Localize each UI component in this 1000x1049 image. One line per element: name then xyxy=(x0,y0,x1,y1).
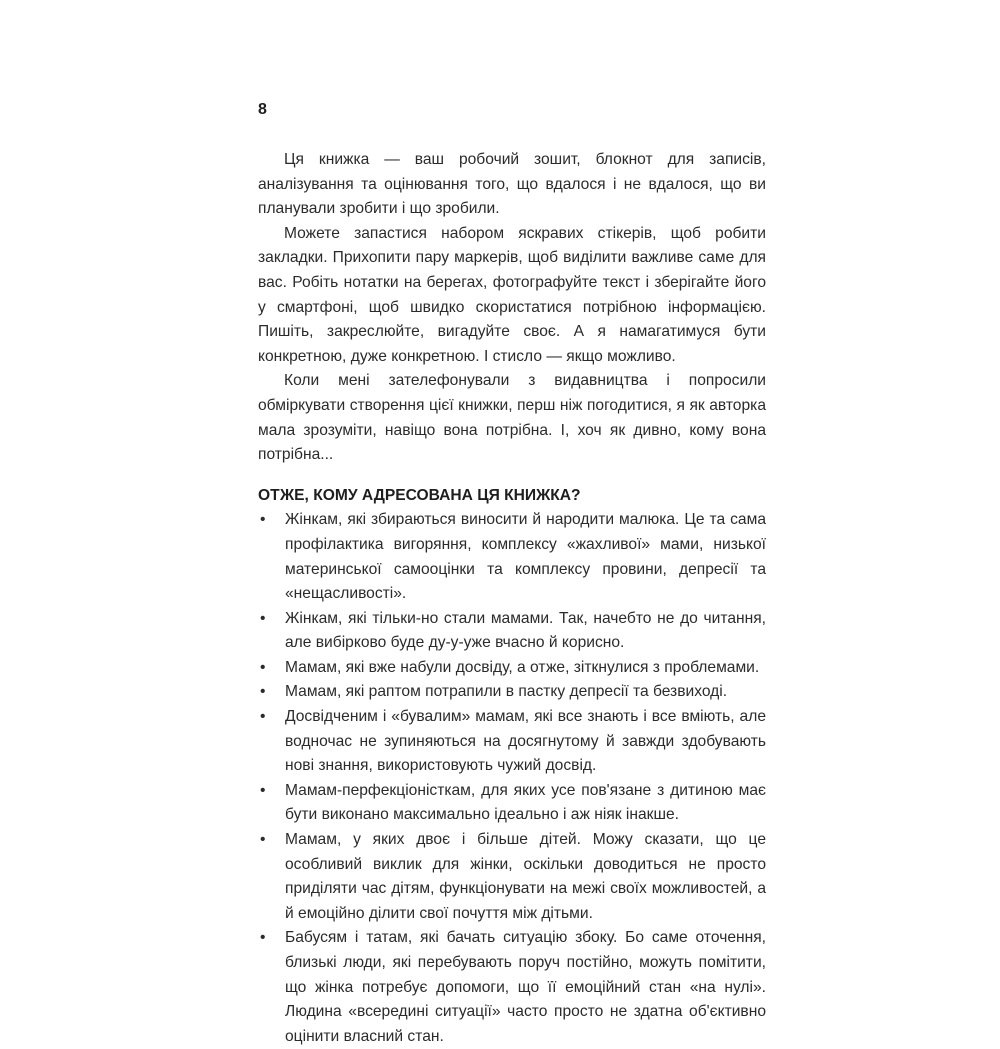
bullet-icon: • xyxy=(260,781,266,799)
book-page xyxy=(258,100,766,1049)
bullet-icon: • xyxy=(260,658,266,676)
list-item xyxy=(258,656,766,681)
list-item xyxy=(258,779,766,828)
bullet-icon: • xyxy=(260,609,266,627)
list-item xyxy=(258,607,766,656)
audience-list xyxy=(258,508,766,1049)
list-item xyxy=(258,705,766,779)
list-item-text: Бабусям і татам, які бачать ситуацію збоку. Бо саме оточення, близькі люди, які перебувають поруч постійно, можуть помітити, що жінка потребує допомоги, що її емоційний стан «на нулі». Людина «всередині ситуації» часто просто не здатна об'єктивно оцінити власний стан. xyxy=(285,929,766,1045)
bullet-icon: • xyxy=(260,683,266,701)
bullet-icon: • xyxy=(260,511,266,529)
section-heading: ОТЖЕ, КОМУ АДРЕСОВАНА ЦЯ КНИЖКА? xyxy=(258,486,581,504)
list-item xyxy=(258,508,766,606)
bullet-icon: • xyxy=(260,708,266,726)
list-item xyxy=(258,680,766,705)
list-item xyxy=(258,828,766,926)
paragraph-stickers: Можете запастися набором яскравих стікерів, щоб робити закладки. Прихопити пару маркерів, щоб виділити важливе саме для вас. Робіть нотатки на берегах, фотографуйте текст і зберігайте його у смартфоні, щоб швидко скористатися потрібною інформацією. Пишіть, закреслюйте, вигадуйте своє. А я намагатимуся бути конкретною, дуже конкретною. І стисло — якщо можливо. xyxy=(258,224,766,365)
list-item-text: Мамам-перфекціоністкам, для яких усе пов'язане з дитиною має бути виконано максимально ідеально і аж ніяк інакше. xyxy=(285,781,766,824)
list-item-text: Жінкам, які збираються виносити й народити малюка. Це та сама профілактика вигоряння, комплексу «жахливої» мами, низької материнської самооцінки та комплексу провини, депресії та «нещасливості». xyxy=(285,511,766,603)
paragraph-publisher: Коли мені зателефонували з видавництва і попросили обміркувати створення цієї книжки, перш ніж погодитися, я як авторка мала зрозуміти, навіщо вона потрібна. І, хоч як дивно, кому вона потрібна... xyxy=(258,372,766,464)
list-item-text: Мамам, які раптом потрапили в пастку депресії та безвиході. xyxy=(285,683,728,701)
list-item-text: Досвідченим і «бувалим» мамам, які все знають і все вміють, але водночас не зупиняються на досягнутому й завжди здобувають нові знання, використовують чужий досвід. xyxy=(285,708,766,775)
list-item-text: Жінкам, які тільки-но стали мамами. Так, начебто не до читання, але вибірково буде ду-у-уже вчасно й корисно. xyxy=(285,609,766,652)
list-item-text: Мамам, у яких двоє і більше дітей. Можу сказати, що це особливий виклик для жінки, оскільки доводиться не просто приділяти час дітям, функціонувати на межі своїх можливостей, а й емоційно ділити свої почуття між дітьми. xyxy=(285,831,766,922)
list-item-text: Мамам, які вже набули досвіду, а отже, зіткнулися з проблемами. xyxy=(285,658,760,676)
page-number: 8 xyxy=(258,101,267,118)
paragraph-intro: Ця книжка — ваш робочий зошит, блокнот для записів, аналізування та оцінювання того, що вдалося і не вдалося, що ви планували зробити і що зробили. xyxy=(258,151,766,218)
list-item xyxy=(258,926,766,1049)
bullet-icon: • xyxy=(260,831,266,849)
bullet-icon: • xyxy=(260,929,266,947)
